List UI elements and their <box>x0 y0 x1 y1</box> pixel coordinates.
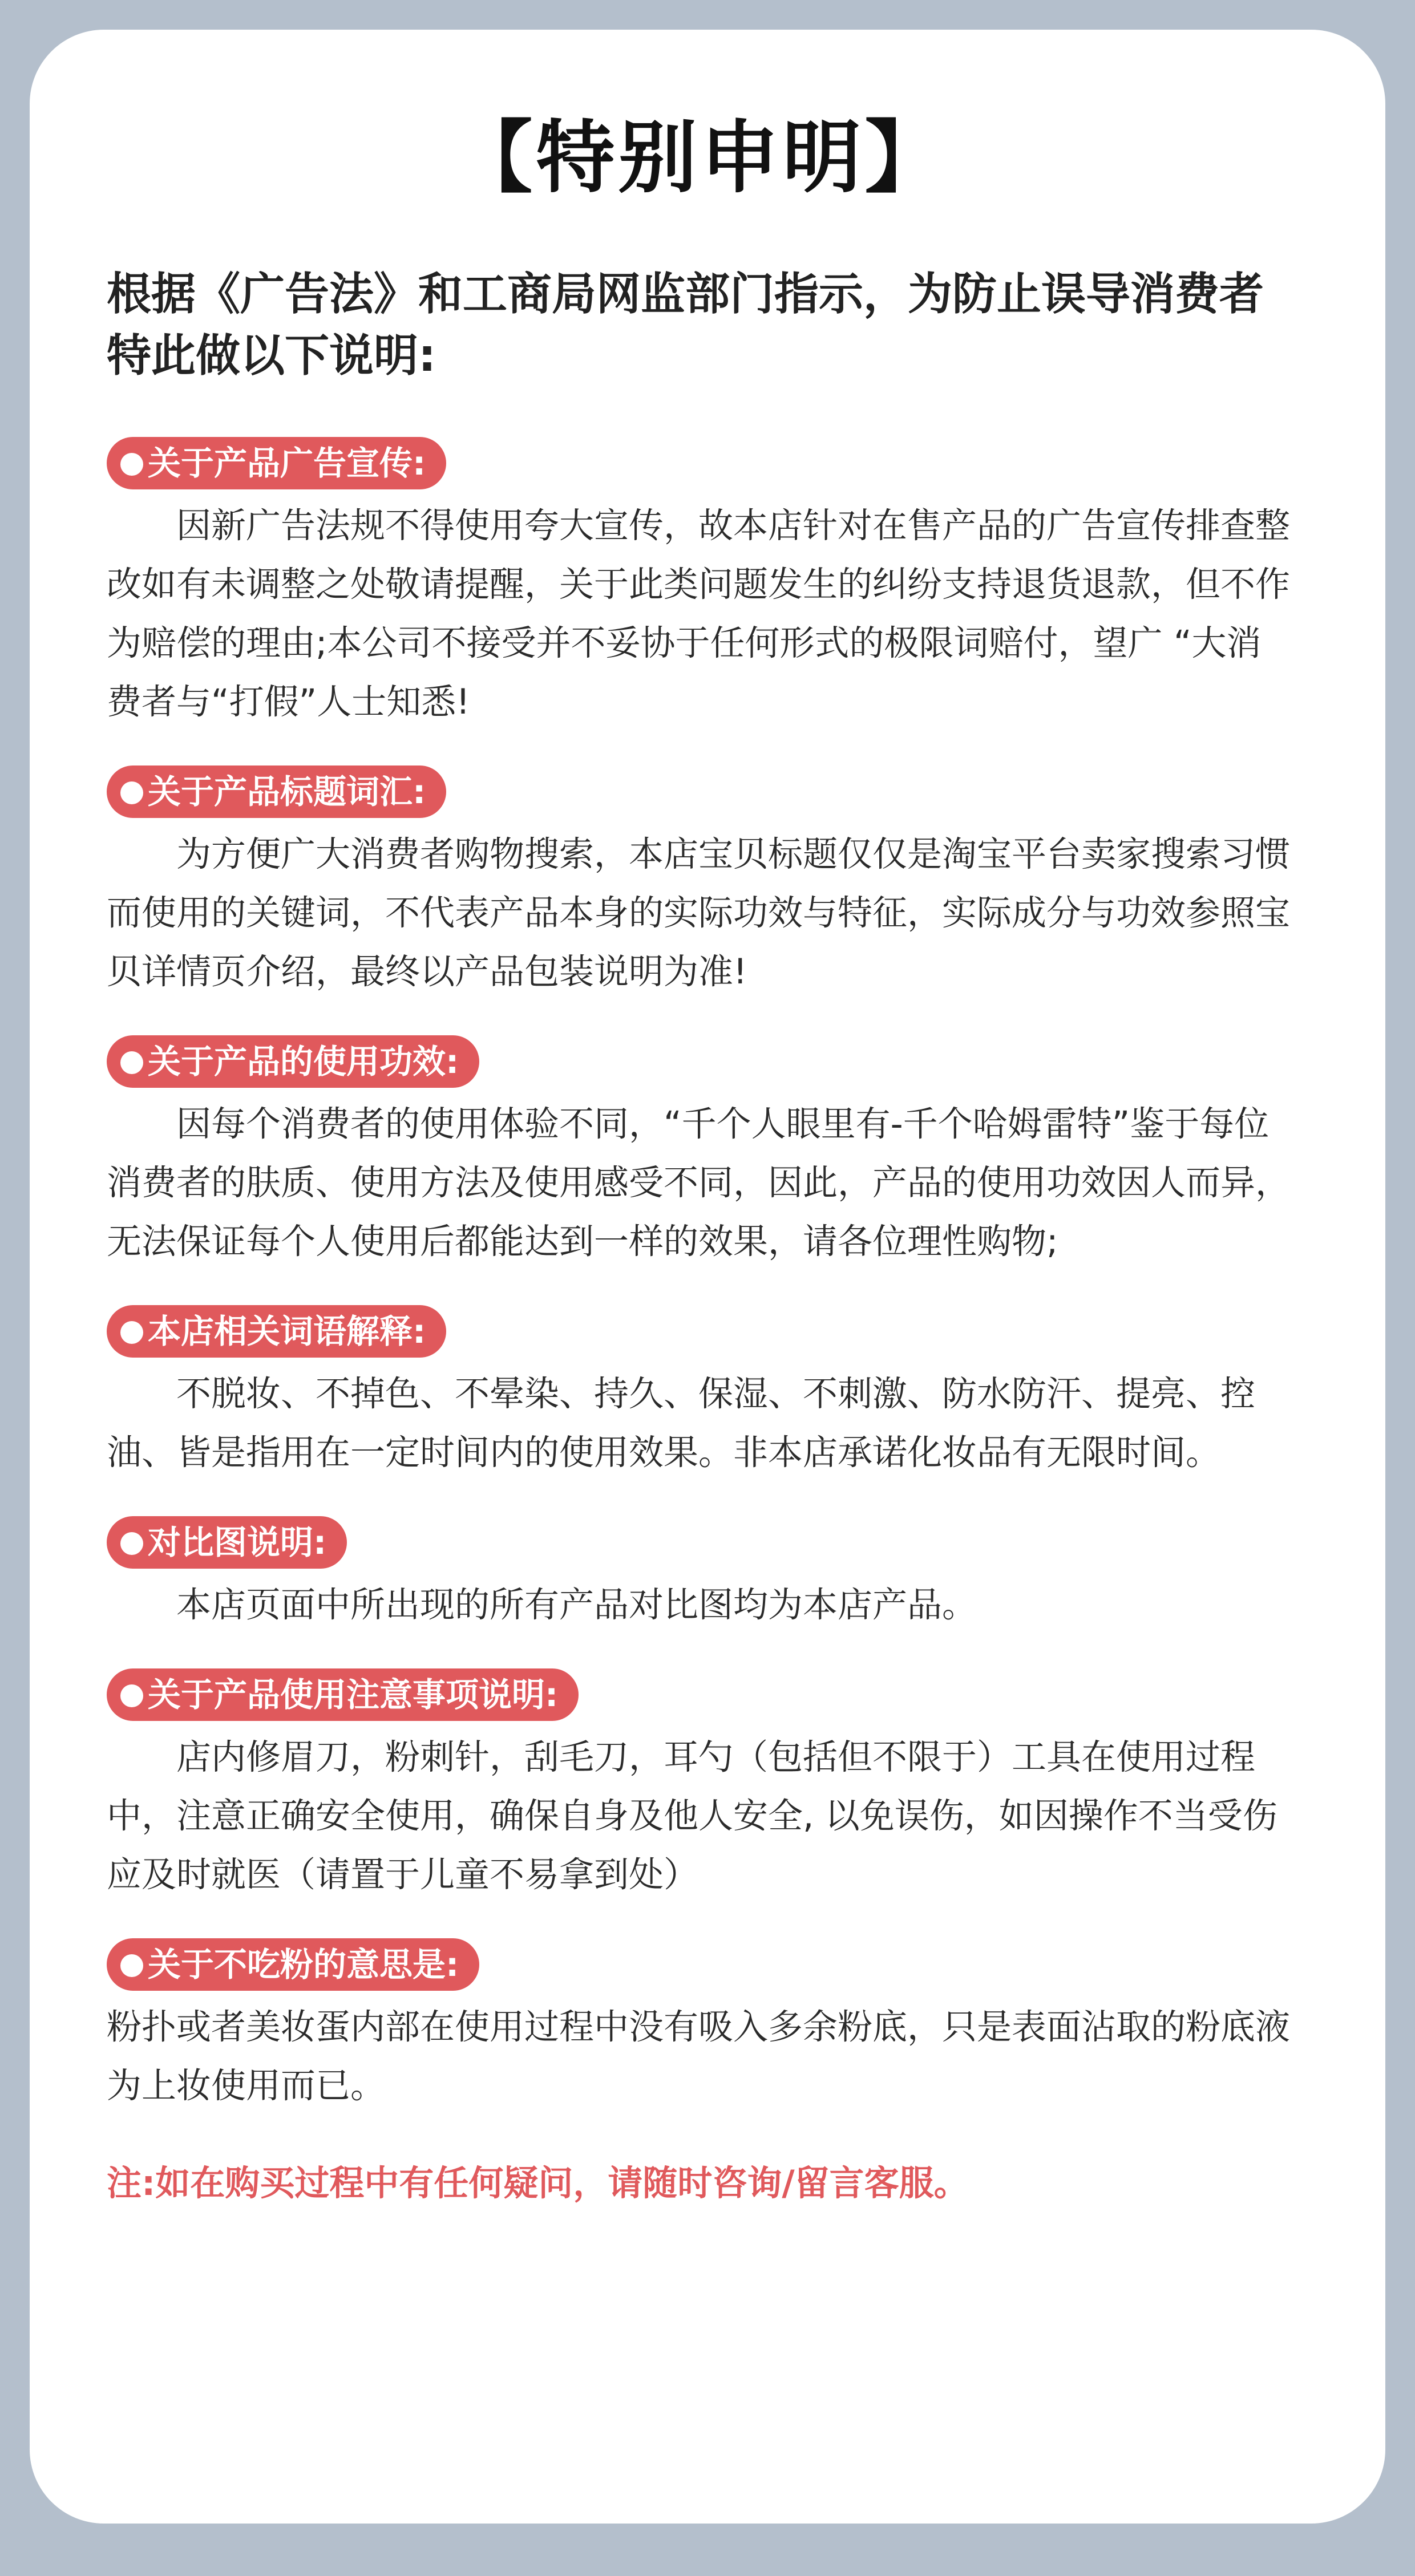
section-heading-badge <box>107 765 446 818</box>
bullet-dot-icon <box>120 1321 143 1344</box>
customer-service-note: 注:如在购买过程中有任何疑问，请随时咨询/留言客服。 <box>107 2163 969 2204</box>
page-title: 【特别申明】 <box>454 112 947 204</box>
section-body: 店内修眉刀，粉刺针，刮毛刀，耳勺（包括但不限于）工具在使用过程中，注意正确安全使用，确保自身及他人安全, 以免误伤，如因操作不当受伤应及时就医（请置于儿童不易拿到处） <box>107 1737 1277 1895</box>
section-heading: 关于产品使用注意事项说明: <box>148 1675 559 1714</box>
section-body: 因每个消费者的使用体验不同，“千个人眼里有-千个哈姆雷特”鉴于每位消费者的肤质、使用方法及使用感受不同，因此，产品的使用功效因人而异，无法保证每个人使用后都能达到一样的效果，请各位理性购物; <box>107 1104 1291 1262</box>
section-heading: 关于产品标题词汇: <box>148 772 426 811</box>
section-heading: 关于不吃粉的意思是: <box>148 1945 459 1984</box>
bullet-dot-icon <box>120 781 143 804</box>
bullet-dot-icon <box>120 453 143 476</box>
section-usage-effect <box>107 1035 1294 1271</box>
section-safety-notes <box>107 1668 1294 1904</box>
bullet-dot-icon <box>120 1954 143 1977</box>
section-no-absorb-powder <box>107 1938 1294 2115</box>
section-heading-badge <box>107 1035 479 1088</box>
section-body: 本店页面中所出现的所有产品对比图均为本店产品。 <box>176 1585 977 1625</box>
section-ad-promotion <box>107 437 1294 731</box>
statement-card <box>30 30 1385 2524</box>
section-heading: 关于产品的使用功效: <box>148 1042 459 1081</box>
section-heading-badge <box>107 1668 579 1721</box>
section-heading-badge <box>107 1938 479 1991</box>
section-heading: 本店相关词语解释: <box>148 1312 426 1351</box>
intro-text: 根据《广告法》和工商局网监部门指示，为防止误导消费者特此做以下说明: <box>107 269 1264 382</box>
section-body: 粉扑或者美妆蛋内部在使用过程中没有吸入多余粉底，只是表面沾取的粉底液为上妆使用而已。 <box>107 2007 1291 2106</box>
section-body: 不脱妆、不掉色、不晕染、持久、保湿、不刺激、防水防汗、提亮、控油、皆是指用在一定时间内的使用效果。非本店承诺化妆品有无限时间。 <box>107 1374 1256 1473</box>
section-body: 为方便广大消费者购物搜索，本店宝贝标题仅仅是淘宝平台卖家搜索习惯而使用的关键词，不代表产品本身的实际功效与特征，实际成分与功效参照宝贝详情页介绍，最终以产品包装说明为准! <box>107 834 1291 992</box>
bullet-dot-icon <box>120 1051 143 1074</box>
section-term-explanation <box>107 1305 1294 1482</box>
section-heading-badge <box>107 1516 347 1569</box>
section-heading: 对比图说明: <box>148 1523 327 1562</box>
section-comparison-images <box>107 1516 1294 1634</box>
section-title-keywords <box>107 765 1294 1001</box>
bullet-dot-icon <box>120 1532 143 1555</box>
section-heading-badge <box>107 437 446 489</box>
section-body: 因新广告法规不得使用夸大宣传，故本店针对在售产品的广告宣传排查整改如有未调整之处敬请提醒，关于此类问题发生的纠纷支持退货退款，但不作为赔偿的理由;本公司不接受并不妥协于任何形式的极限词赔付，望广 “大消费者与“打假”人士知悉! <box>107 505 1291 722</box>
section-heading: 关于产品广告宣传: <box>148 444 426 483</box>
section-heading-badge <box>107 1305 446 1358</box>
bullet-dot-icon <box>120 1684 143 1707</box>
